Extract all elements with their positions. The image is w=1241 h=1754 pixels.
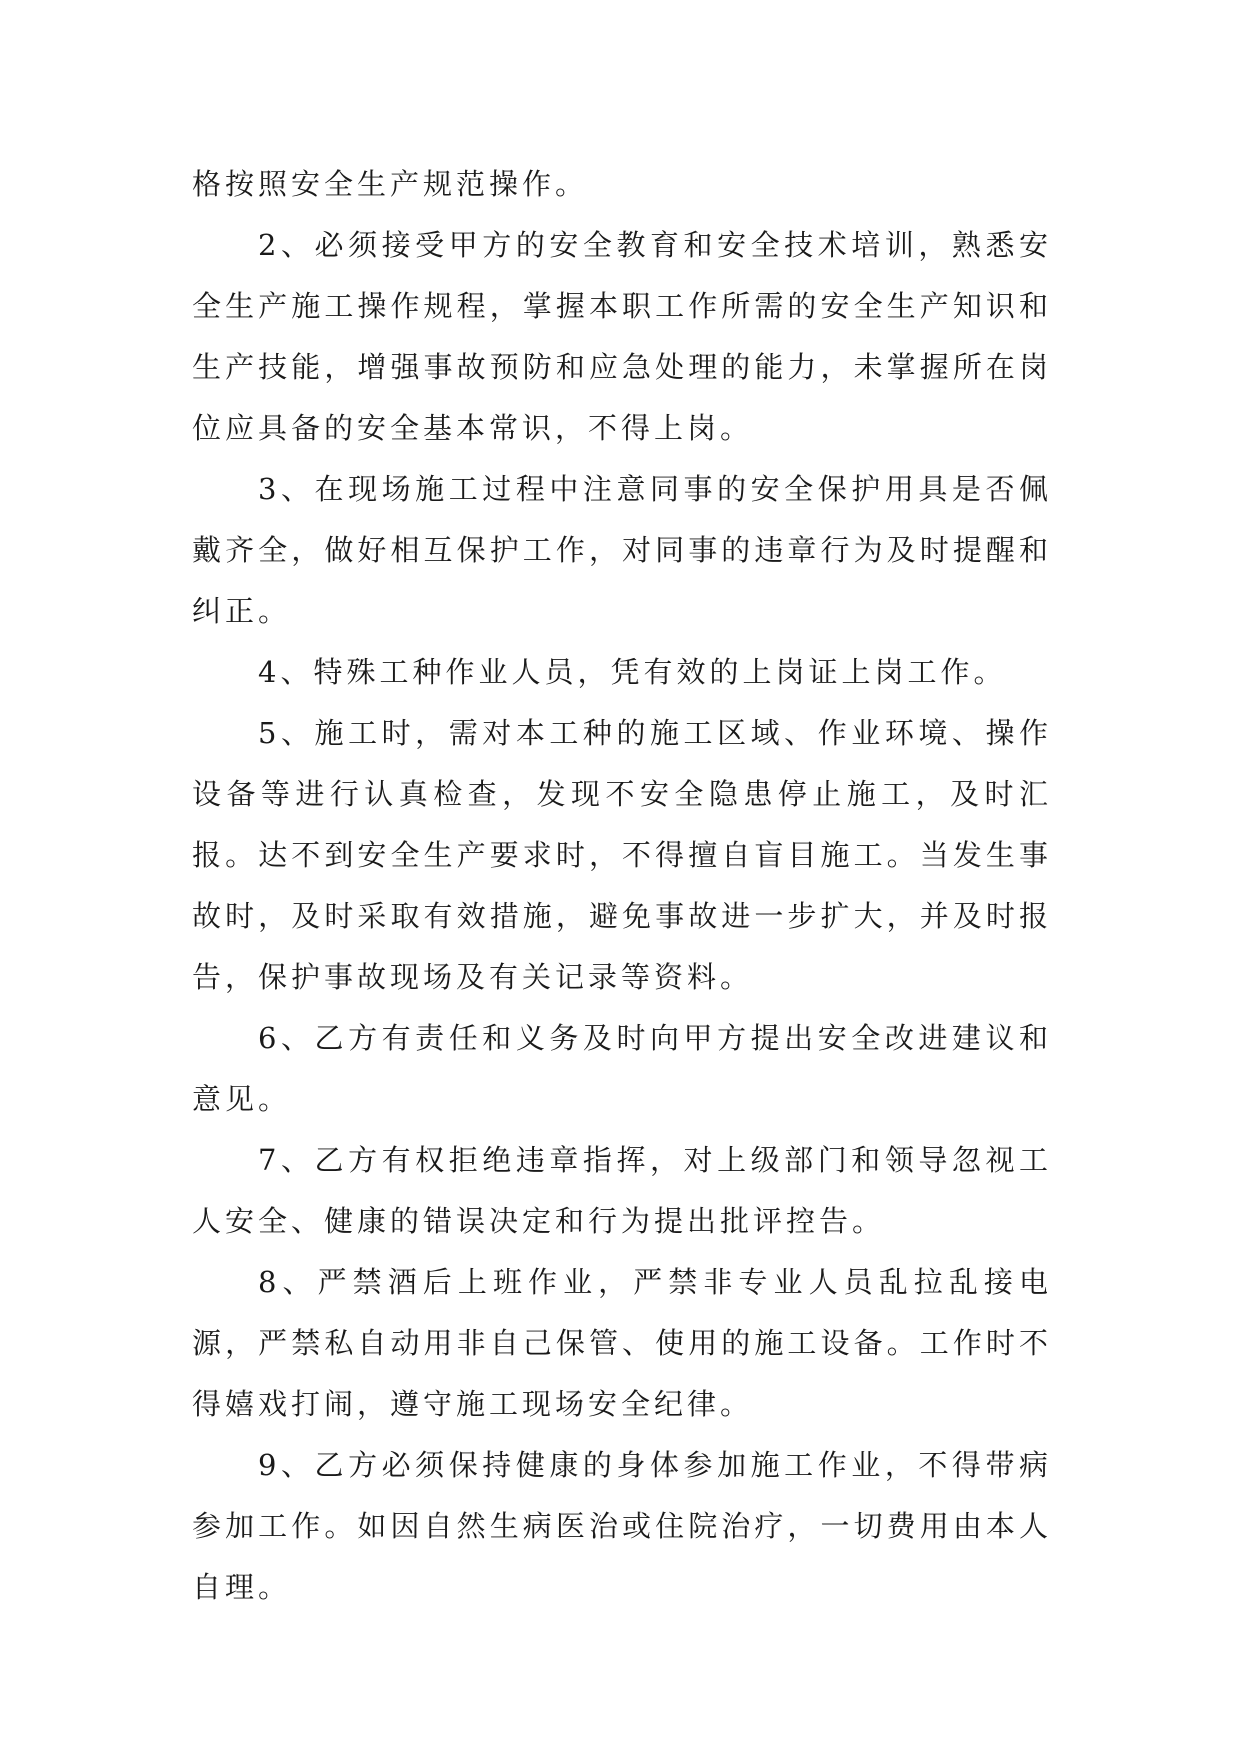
paragraph-item-5: 5、施工时，需对本工种的施工区域、作业环境、操作设备等进行认真检查，发现不安全隐患停止施工，及时汇报。达不到安全生产要求时，不得擅自盲目施工。当发生事故时，及时采取有效措施，避免事故进一步扩大，并及时报告，保护事故现场及有关记录等资料。 (192, 716, 1052, 994)
paragraph-item-2: 2、必须接受甲方的安全教育和安全技术培训，熟悉安全生产施工操作规程，掌握本职工作所需的安全生产知识和生产技能，增强事故预防和应急处理的能力，未掌握所在岗位应具备的安全基本常识，不得上岗。 (192, 228, 1052, 445)
paragraph-item-4: 4、特殊工种作业人员，凭有效的上岗证上岗工作。 (258, 655, 1007, 689)
paragraph-item-6: 6、乙方有责任和义务及时向甲方提出安全改进建议和意见。 (192, 1021, 1052, 1116)
document-body (192, 154, 1052, 1618)
paragraph-item-7: 7、乙方有权拒绝违章指挥，对上级部门和领导忽视工人安全、健康的错误决定和行为提出批评控告。 (192, 1143, 1052, 1238)
paragraph-item-3: 3、在现场施工过程中注意同事的安全保护用具是否佩戴齐全，做好相互保护工作，对同事的违章行为及时提醒和纠正。 (192, 472, 1052, 628)
paragraph-item-9: 9、乙方必须保持健康的身体参加施工作业，不得带病参加工作。如因自然生病医治或住院治疗，一切费用由本人自理。 (192, 1448, 1052, 1604)
paragraph-item-8: 8、严禁酒后上班作业，严禁非专业人员乱拉乱接电源，严禁私自动用非自己保管、使用的施工设备。工作时不得嬉戏打闹，遵守施工现场安全纪律。 (192, 1265, 1052, 1421)
paragraph-continuation: 格按照安全生产规范操作。 (192, 167, 589, 201)
